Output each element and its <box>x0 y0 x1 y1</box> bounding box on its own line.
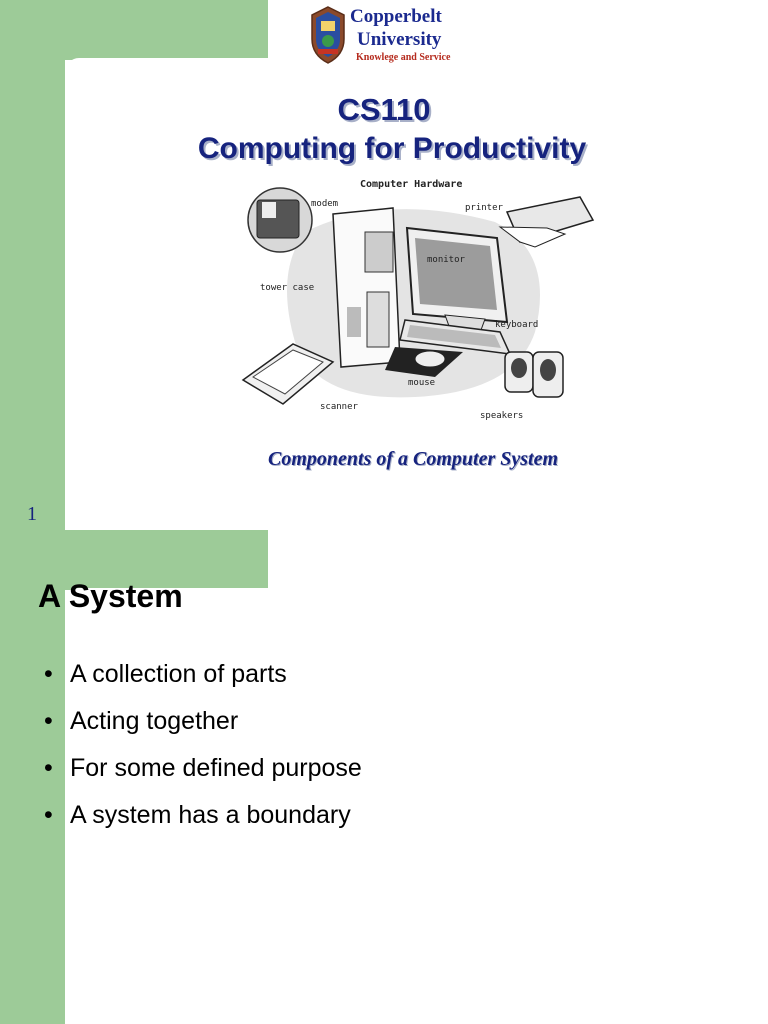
list-item <box>44 701 362 748</box>
label-scanner: scanner <box>320 402 358 412</box>
logo-tagline: Knowlege and Service <box>356 52 451 63</box>
label-keyboard: keyboard <box>495 320 539 330</box>
tower-case-icon <box>333 208 400 367</box>
label-heading: Computer Hardware <box>360 179 463 190</box>
course-code: CS110 <box>337 92 431 127</box>
logo-name-line2: University <box>357 29 442 50</box>
bullet-text: A collection of parts <box>70 660 287 688</box>
bullet-text: Acting together <box>70 707 239 735</box>
logo-name-line1: Copperbelt <box>350 6 442 27</box>
bullet-text: For some defined purpose <box>70 754 362 782</box>
bullet-text: A system has a boundary <box>70 801 351 829</box>
label-monitor: monitor <box>427 255 465 265</box>
list-item <box>44 795 362 842</box>
modem-icon <box>248 188 312 252</box>
bullet-icon: • <box>44 801 53 829</box>
bullet-list <box>44 654 362 842</box>
label-modem: modem <box>311 199 339 209</box>
slide1-caption: Components of a Computer System <box>268 448 559 470</box>
list-item <box>44 654 362 701</box>
label-tower: tower case <box>260 283 315 293</box>
bullet-icon: • <box>44 754 53 782</box>
slide-number: 1 <box>27 503 37 525</box>
bullet-icon: • <box>44 660 53 688</box>
label-speakers: speakers <box>480 411 524 421</box>
bullet-icon: • <box>44 707 53 735</box>
course-title: Computing for Productivity <box>197 132 587 165</box>
label-mouse: mouse <box>408 378 436 388</box>
list-item <box>44 748 362 795</box>
speakers-icon <box>505 352 563 397</box>
label-printer: printer <box>465 203 503 213</box>
slide2-title: A System <box>38 578 183 614</box>
monitor-icon <box>407 228 507 330</box>
crest-icon <box>312 7 344 63</box>
computer-hardware-illustration <box>235 172 595 427</box>
green-top-band <box>0 0 268 60</box>
